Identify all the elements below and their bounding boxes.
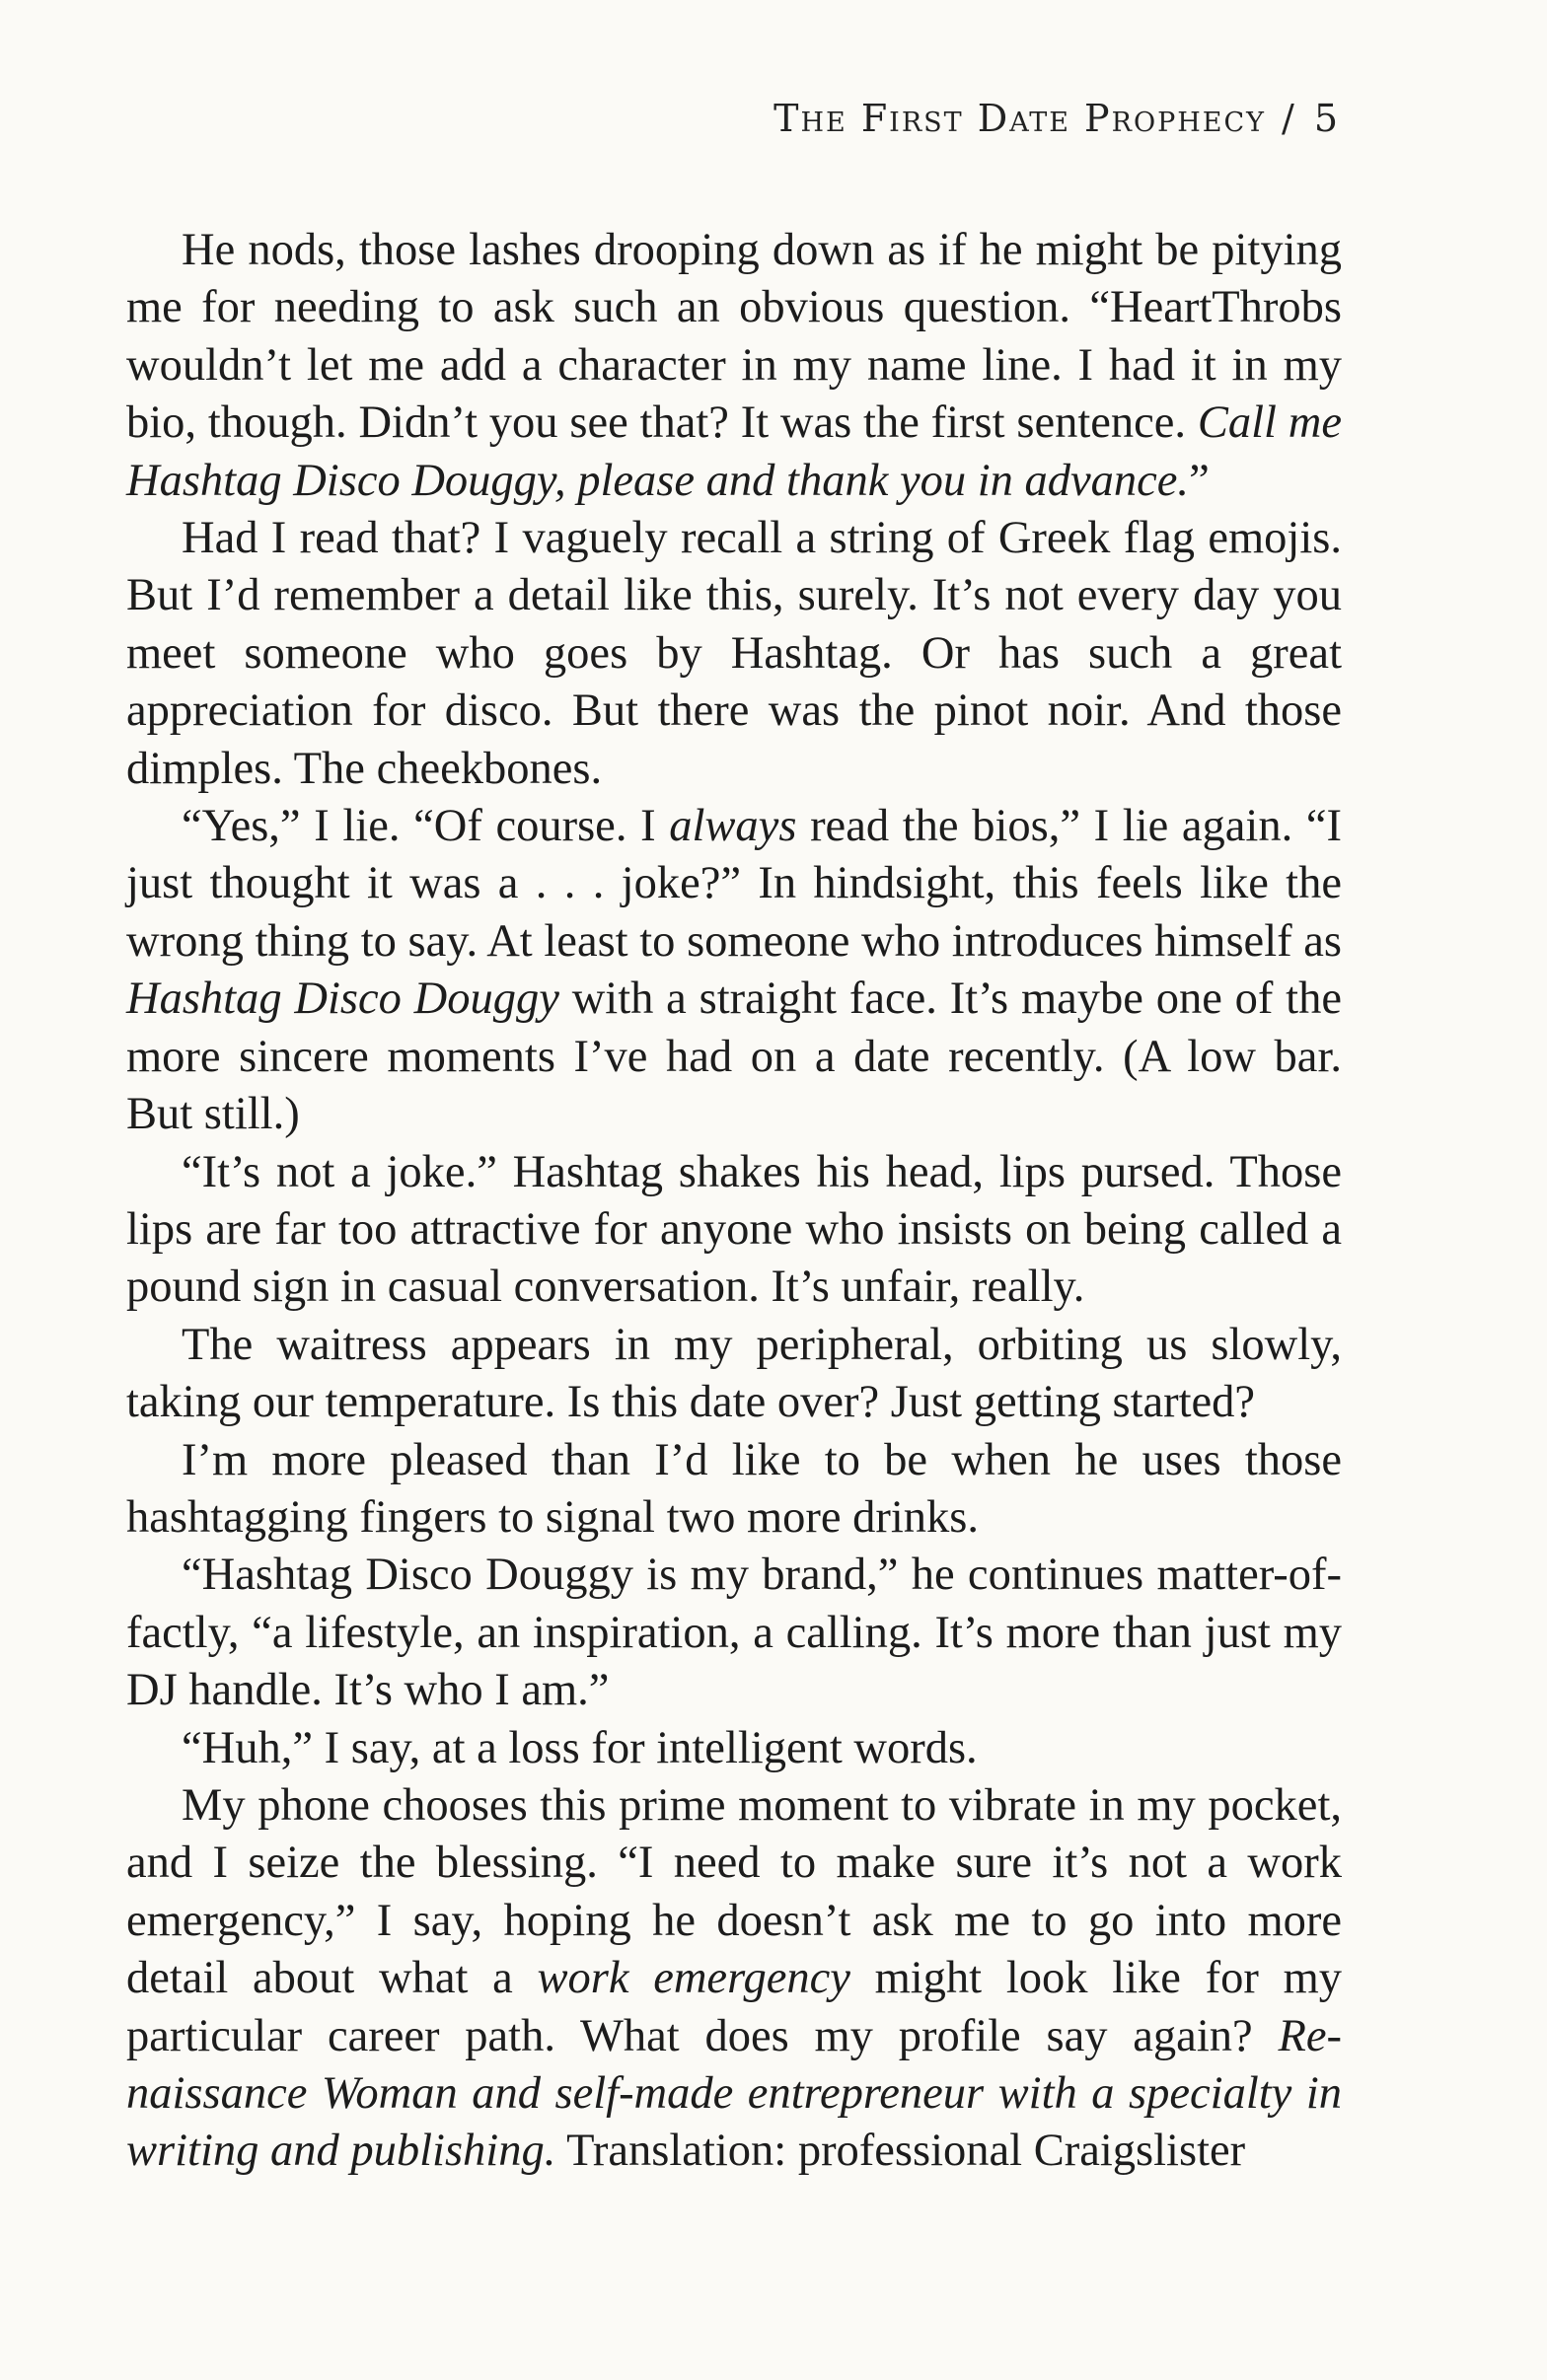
italic-text: Call me Hashtag Disco Douggy, please and thank you in advance. <box>126 397 1342 506</box>
text-run: He nods, those lashes drooping down as if he might be pitying me for needing to ask such an obvious question. “HeartThrobs wouldn’t let me add a character in my name line. I had it in my bio, though. Didn’t you see that? It was the first sentence. <box>126 225 1342 449</box>
paragraph <box>126 1777 1342 2181</box>
paragraph <box>126 798 1342 1143</box>
paragraph <box>126 1720 1342 1777</box>
header-separator: / <box>1282 97 1296 140</box>
text-run: Translation: professional Craigslister <box>555 2126 1246 2177</box>
paragraph <box>126 1547 1342 1719</box>
paragraph <box>126 510 1342 798</box>
text-run: I’m more pleased than I’d like to be when he uses those hashtagging fingers to signal two more drinks. <box>126 1434 1342 1543</box>
paragraph <box>126 1432 1342 1548</box>
paragraph <box>126 222 1342 510</box>
page-number: 5 <box>1313 97 1340 140</box>
text-run: might look like for my particular career path. What does my profile say again? <box>126 1953 1343 2061</box>
text-run: Had I read that? I vaguely recall a string of Greek flag emojis. But I’d remember a detail like this, surely. It’s not every day you meet someone who goes by Hashtag. Or has such a great appreciation for disco. But there was the pinot noir. And those dimples. The cheekbones. <box>126 513 1342 794</box>
text-run: My phone chooses this prime moment to vibrate in my pocket, and I seize the blessing. “I need to make sure it’s not a work emergency,” I say, hoping he doesn’t ask me to go into more detail about what a <box>126 1779 1342 2004</box>
text-run: with a straight face. It’s maybe one of the more sincere moments I’ve had on a date recently. (A low bar. But still.) <box>126 974 1342 1140</box>
text-run: “It’s not a joke.” Hashtag shakes his head, lips pursed. Those lips are far too attractive for anyone who insists on being called a pound sign in casual conversation. It’s unfair, really. <box>126 1146 1342 1313</box>
text-run: ” <box>1189 455 1210 506</box>
italic-text: always <box>669 801 797 852</box>
text-run: “Yes,” I lie. “Of course. I <box>182 801 670 852</box>
paragraph <box>126 1317 1342 1432</box>
paragraph <box>126 1144 1342 1317</box>
italic-text: work emergency <box>537 1953 850 2004</box>
italic-text: Renaissance Woman and self-made entrepreneur with a specialty in writing and publishing. <box>126 2010 1342 2177</box>
running-head <box>774 97 1340 140</box>
body-text <box>126 222 1342 2181</box>
text-run: “Hashtag Disco Douggy is my brand,” he continues matter-of-factly, “a lifestyle, an inspiration, a calling. It’s more than just my DJ handle. It’s who I am.” <box>126 1550 1342 1716</box>
italic-text: Hashtag Disco Douggy <box>126 974 559 1025</box>
chapter-title: The First Date Prophecy <box>774 97 1266 140</box>
text-run: “Huh,” I say, at a loss for intelligent words. <box>182 1722 978 1773</box>
text-run: read the bios,” I lie again. “I just thought it was a . . . joke?” In hindsight, this feels like the wrong thing to say. At least to someone who introduces himself as <box>126 801 1342 967</box>
text-run: The waitress appears in my peripheral, orbiting us slowly, taking our temperature. Is this date over? Just getting started? <box>126 1319 1342 1428</box>
